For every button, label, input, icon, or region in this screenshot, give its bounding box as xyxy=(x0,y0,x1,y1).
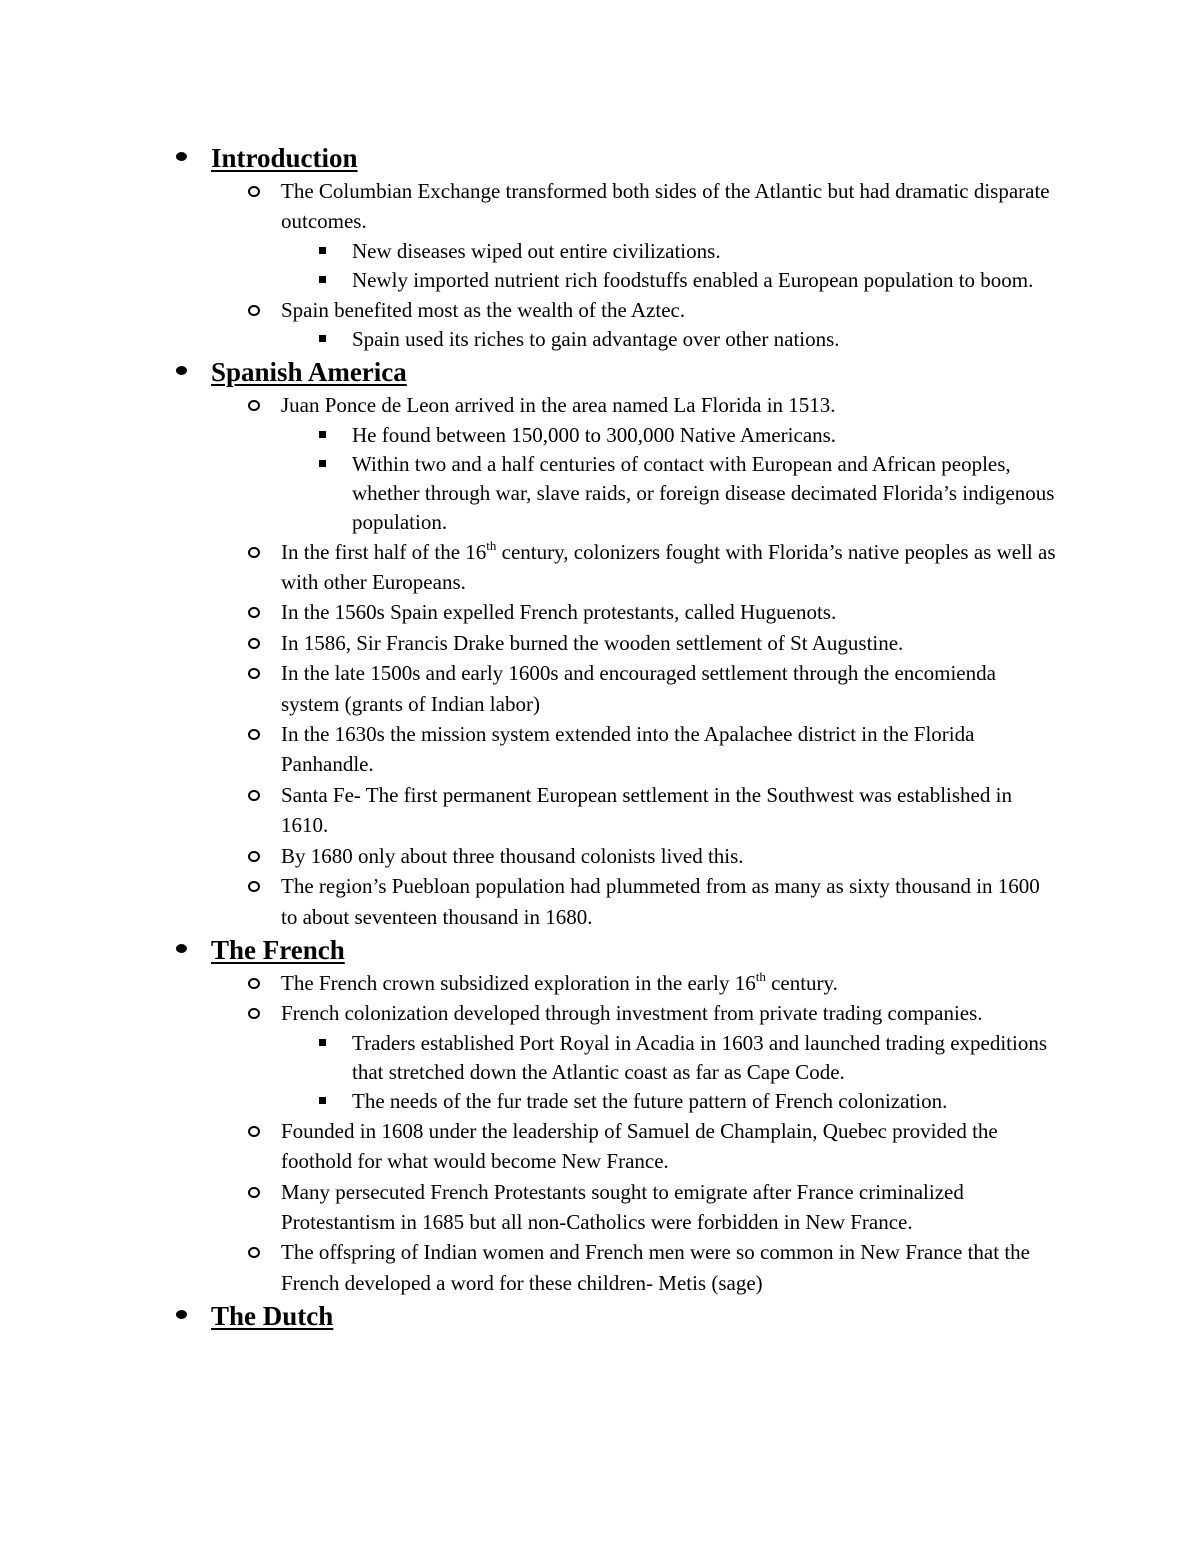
outline-item xyxy=(0,780,1056,841)
outline-section xyxy=(0,932,1200,1298)
outline-subitem xyxy=(0,1029,1056,1087)
outline-item xyxy=(0,597,1056,627)
hollow-circle-bullet-icon xyxy=(248,851,260,862)
section-heading xyxy=(0,354,1200,390)
item-text-continued: century, colonizers fought with Florida’s native peoples as well as with other Europeans. xyxy=(281,539,1056,595)
hollow-circle-bullet-icon xyxy=(248,638,260,649)
item-text: The region’s Puebloan population had plummeted from as many as sixty thousand in 1600 to about seventeen thousand in 1680. xyxy=(281,874,1040,929)
filled-circle-bullet-icon xyxy=(176,152,187,161)
item-text: In the first half of the 16 xyxy=(281,539,487,564)
outline-section xyxy=(0,354,1200,932)
filled-circle-bullet-icon xyxy=(176,944,187,953)
ordinal-superscript: th xyxy=(755,968,766,984)
outline-subitem xyxy=(0,450,1056,537)
hollow-circle-bullet-icon xyxy=(248,1187,260,1198)
outline-subitem xyxy=(0,325,1056,354)
outline-item xyxy=(0,719,1056,780)
item-text: In the 1630s the mission system extended into the Apalachee district in the Florida Panhandle. xyxy=(281,722,975,777)
square-bullet-icon xyxy=(319,460,326,467)
section-title: Introduction xyxy=(211,143,358,173)
hollow-circle-bullet-icon xyxy=(248,1247,260,1258)
section-title: The Dutch xyxy=(211,1301,334,1332)
outline-item xyxy=(0,1116,1056,1177)
hollow-circle-bullet-icon xyxy=(248,1126,260,1137)
subitem-text: The needs of the fur trade set the future pattern of French colonization. xyxy=(352,1088,948,1113)
outline-subitem xyxy=(0,266,1056,295)
square-bullet-icon xyxy=(319,1097,326,1104)
item-text: In 1586, Sir Francis Drake burned the wooden settlement of St Augustine. xyxy=(281,630,904,655)
item-text: The offspring of Indian women and French men were so common in New France that the French developed a word for these children- Metis (sage) xyxy=(281,1240,1030,1295)
outline-item xyxy=(0,390,1056,420)
hollow-circle-bullet-icon xyxy=(248,1008,260,1019)
outline-item xyxy=(0,537,1056,598)
square-bullet-icon xyxy=(319,276,326,283)
square-bullet-icon xyxy=(319,1039,326,1046)
item-text: In the 1560s Spain expelled French protestants, called Huguenots. xyxy=(281,600,837,625)
section-heading xyxy=(0,140,1200,176)
item-text: Many persecuted French Protestants sought to emigrate after France criminalized Protestantism in 1685 but all non-Catholics were forbidden in New France. xyxy=(281,1179,964,1234)
item-text: The Columbian Exchange transformed both sides of the Atlantic but had dramatic disparate outcomes. xyxy=(281,179,1050,234)
subitem-text: Within two and a half centuries of contact with European and African peoples, whether through war, slave raids, or foreign disease decimated Florida’s indigenous population. xyxy=(352,451,1055,534)
item-text: Santa Fe- The first permanent European settlement in the Southwest was established in 1610. xyxy=(281,782,1012,838)
hollow-circle-bullet-icon xyxy=(248,668,260,679)
item-text: The French crown subsidized exploration in the early 16 xyxy=(281,970,756,995)
filled-circle-bullet-icon xyxy=(176,366,187,375)
outline-section xyxy=(0,140,1200,354)
item-text: Juan Ponce de Leon arrived in the area named La Florida in 1513. xyxy=(281,393,836,418)
hollow-circle-bullet-icon xyxy=(248,305,260,316)
item-text: In the late 1500s and early 1600s and encouraged settlement through the encomienda system (grants of Indian labor) xyxy=(281,661,996,716)
square-bullet-icon xyxy=(319,335,326,342)
outline-item xyxy=(0,841,1056,871)
hollow-circle-bullet-icon xyxy=(248,978,260,989)
outline-section xyxy=(0,1298,1200,1334)
outline-item xyxy=(0,295,1056,325)
item-text-continued: century. xyxy=(765,970,838,995)
outline-item xyxy=(0,1237,1056,1298)
subitem-text: He found between 150,000 to 300,000 Native Americans. xyxy=(352,422,837,447)
hollow-circle-bullet-icon xyxy=(248,400,260,411)
item-text: French colonization developed through investment from private trading companies. xyxy=(281,1001,983,1026)
outline-subitem xyxy=(0,421,1056,450)
document-body xyxy=(0,140,1200,1334)
section-heading xyxy=(0,932,1200,968)
outline-item xyxy=(0,658,1056,719)
section-title: The French xyxy=(211,934,345,965)
section-heading xyxy=(0,1298,1200,1334)
hollow-circle-bullet-icon xyxy=(248,729,260,740)
outline-item xyxy=(0,998,1056,1028)
outline-item xyxy=(0,176,1056,237)
item-text: By 1680 only about three thousand colonists lived this. xyxy=(281,843,744,868)
hollow-circle-bullet-icon xyxy=(248,547,260,558)
square-bullet-icon xyxy=(319,247,326,254)
hollow-circle-bullet-icon xyxy=(248,186,260,197)
subitem-text: Traders established Port Royal in Acadia in 1603 and launched trading expeditions that stretched down the Atlantic coast as far as Cape Code. xyxy=(352,1030,1048,1084)
outline-item xyxy=(0,628,1056,658)
hollow-circle-bullet-icon xyxy=(248,881,260,892)
subitem-text: New diseases wiped out entire civilizations. xyxy=(352,238,721,263)
ordinal-superscript: th xyxy=(486,537,497,553)
subitem-text: Newly imported nutrient rich foodstuffs enabled a European population to boom. xyxy=(352,267,1034,292)
item-text: Spain benefited most as the wealth of the Aztec. xyxy=(281,297,686,322)
hollow-circle-bullet-icon xyxy=(248,607,260,618)
section-title: Spanish America xyxy=(211,357,407,388)
square-bullet-icon xyxy=(319,431,326,438)
hollow-circle-bullet-icon xyxy=(248,790,260,801)
filled-circle-bullet-icon xyxy=(176,1310,187,1319)
item-text: Founded in 1608 under the leadership of Samuel de Champlain, Quebec provided the foothold for what would become New France. xyxy=(281,1118,998,1174)
outline-item xyxy=(0,968,1056,998)
outline-item xyxy=(0,871,1056,932)
subitem-text: Spain used its riches to gain advantage over other nations. xyxy=(352,327,840,352)
outline-item xyxy=(0,1177,1056,1238)
outline-subitem xyxy=(0,1087,1056,1116)
outline-subitem xyxy=(0,237,1056,266)
